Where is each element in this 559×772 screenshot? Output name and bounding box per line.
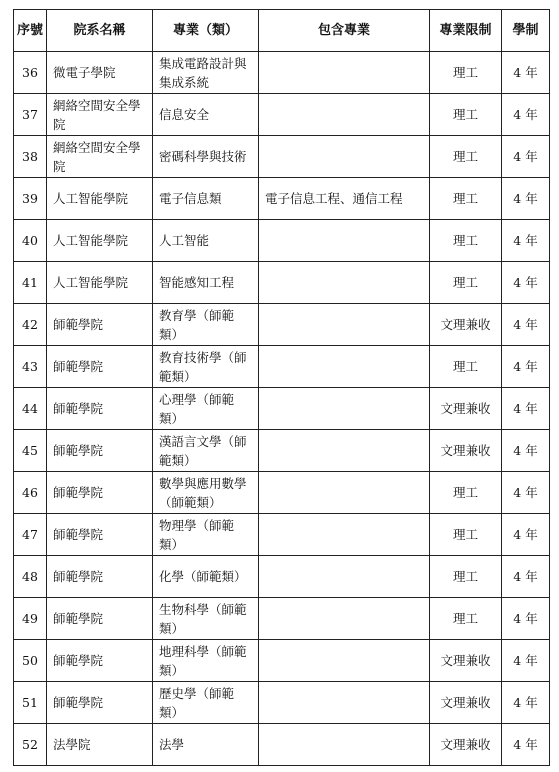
included-majors — [259, 262, 430, 304]
major-restriction: 理工 — [430, 94, 502, 136]
table-row — [14, 346, 550, 388]
row-number: 38 — [14, 136, 47, 178]
college-name: 師範學院 — [47, 556, 153, 598]
major-restriction: 理工 — [430, 52, 502, 94]
row-number: 37 — [14, 94, 47, 136]
table-row — [14, 52, 550, 94]
major-restriction: 理工 — [430, 556, 502, 598]
row-number: 45 — [14, 430, 47, 472]
study-duration: 4 年 — [502, 262, 550, 304]
included-majors: 電子信息工程、通信工程 — [259, 178, 430, 220]
major-name: 集成電路設計與集成系統 — [153, 52, 259, 94]
college-name: 網絡空間安全學院 — [47, 136, 153, 178]
major-restriction: 理工 — [430, 220, 502, 262]
row-number: 41 — [14, 262, 47, 304]
major-restriction: 理工 — [430, 136, 502, 178]
row-number: 49 — [14, 598, 47, 640]
study-duration: 4 年 — [502, 430, 550, 472]
college-name: 師範學院 — [47, 346, 153, 388]
study-duration: 4 年 — [502, 556, 550, 598]
row-number: 48 — [14, 556, 47, 598]
major-restriction: 文理兼收 — [430, 430, 502, 472]
row-number: 42 — [14, 304, 47, 346]
major-restriction: 理工 — [430, 262, 502, 304]
study-duration: 4 年 — [502, 598, 550, 640]
majors-table-wrapper — [13, 9, 550, 766]
row-number: 43 — [14, 346, 47, 388]
table-row — [14, 304, 550, 346]
table-row — [14, 514, 550, 556]
included-majors — [259, 682, 430, 724]
major-name: 法學 — [153, 724, 259, 766]
study-duration: 4 年 — [502, 640, 550, 682]
college-name: 師範學院 — [47, 514, 153, 556]
major-name: 歷史學（師範類） — [153, 682, 259, 724]
major-restriction: 文理兼收 — [430, 724, 502, 766]
major-restriction: 理工 — [430, 178, 502, 220]
college-name: 人工智能學院 — [47, 220, 153, 262]
college-name: 師範學院 — [47, 682, 153, 724]
college-name: 網絡空間安全學院 — [47, 94, 153, 136]
header-restriction: 專業限制 — [430, 10, 502, 52]
table-row — [14, 598, 550, 640]
college-name: 微電子學院 — [47, 52, 153, 94]
study-duration: 4 年 — [502, 220, 550, 262]
row-number: 50 — [14, 640, 47, 682]
included-majors — [259, 472, 430, 514]
major-name: 漢語言文學（師範類） — [153, 430, 259, 472]
study-duration: 4 年 — [502, 136, 550, 178]
table-row — [14, 556, 550, 598]
study-duration: 4 年 — [502, 304, 550, 346]
included-majors — [259, 514, 430, 556]
header-includes: 包含專業 — [259, 10, 430, 52]
major-name: 電子信息類 — [153, 178, 259, 220]
major-name: 物理學（師範類） — [153, 514, 259, 556]
major-name: 密碼科學與技術 — [153, 136, 259, 178]
college-name: 法學院 — [47, 724, 153, 766]
table-row — [14, 640, 550, 682]
table-row — [14, 220, 550, 262]
major-restriction: 理工 — [430, 472, 502, 514]
study-duration: 4 年 — [502, 724, 550, 766]
study-duration: 4 年 — [502, 472, 550, 514]
major-name: 人工智能 — [153, 220, 259, 262]
major-restriction: 理工 — [430, 598, 502, 640]
major-name: 信息安全 — [153, 94, 259, 136]
header-duration: 學制 — [502, 10, 550, 52]
study-duration: 4 年 — [502, 346, 550, 388]
row-number: 51 — [14, 682, 47, 724]
table-row — [14, 388, 550, 430]
college-name: 師範學院 — [47, 598, 153, 640]
college-name: 師範學院 — [47, 430, 153, 472]
major-restriction: 文理兼收 — [430, 388, 502, 430]
included-majors — [259, 724, 430, 766]
majors-table — [13, 9, 550, 766]
included-majors — [259, 598, 430, 640]
major-restriction: 理工 — [430, 514, 502, 556]
included-majors — [259, 388, 430, 430]
major-restriction: 文理兼收 — [430, 304, 502, 346]
college-name: 人工智能學院 — [47, 262, 153, 304]
college-name: 師範學院 — [47, 472, 153, 514]
college-name: 師範學院 — [47, 304, 153, 346]
row-number: 47 — [14, 514, 47, 556]
study-duration: 4 年 — [502, 682, 550, 724]
major-restriction: 理工 — [430, 346, 502, 388]
major-name: 地理科學（師範類） — [153, 640, 259, 682]
major-restriction: 文理兼收 — [430, 682, 502, 724]
table-row — [14, 136, 550, 178]
study-duration: 4 年 — [502, 52, 550, 94]
study-duration: 4 年 — [502, 94, 550, 136]
study-duration: 4 年 — [502, 514, 550, 556]
included-majors — [259, 220, 430, 262]
table-row — [14, 682, 550, 724]
row-number: 36 — [14, 52, 47, 94]
row-number: 52 — [14, 724, 47, 766]
included-majors — [259, 556, 430, 598]
table-row — [14, 724, 550, 766]
included-majors — [259, 346, 430, 388]
header-number: 序號 — [14, 10, 47, 52]
major-name: 教育技術學（師範類） — [153, 346, 259, 388]
major-name: 教育學（師範類） — [153, 304, 259, 346]
row-number: 46 — [14, 472, 47, 514]
study-duration: 4 年 — [502, 178, 550, 220]
header-college: 院系名稱 — [47, 10, 153, 52]
table-row — [14, 430, 550, 472]
college-name: 人工智能學院 — [47, 178, 153, 220]
college-name: 師範學院 — [47, 388, 153, 430]
table-row — [14, 472, 550, 514]
included-majors — [259, 430, 430, 472]
table-row — [14, 262, 550, 304]
table-body — [14, 52, 550, 766]
major-name: 數學與應用數學（師範類） — [153, 472, 259, 514]
major-name: 心理學（師範類） — [153, 388, 259, 430]
major-restriction: 文理兼收 — [430, 640, 502, 682]
included-majors — [259, 640, 430, 682]
table-header-row — [14, 10, 550, 52]
row-number: 40 — [14, 220, 47, 262]
study-duration: 4 年 — [502, 388, 550, 430]
included-majors — [259, 304, 430, 346]
major-name: 化學（師範類） — [153, 556, 259, 598]
header-major: 專業（類） — [153, 10, 259, 52]
major-name: 智能感知工程 — [153, 262, 259, 304]
included-majors — [259, 52, 430, 94]
row-number: 44 — [14, 388, 47, 430]
major-name: 生物科學（師範類） — [153, 598, 259, 640]
table-row — [14, 94, 550, 136]
row-number: 39 — [14, 178, 47, 220]
included-majors — [259, 136, 430, 178]
included-majors — [259, 94, 430, 136]
college-name: 師範學院 — [47, 640, 153, 682]
table-row — [14, 178, 550, 220]
